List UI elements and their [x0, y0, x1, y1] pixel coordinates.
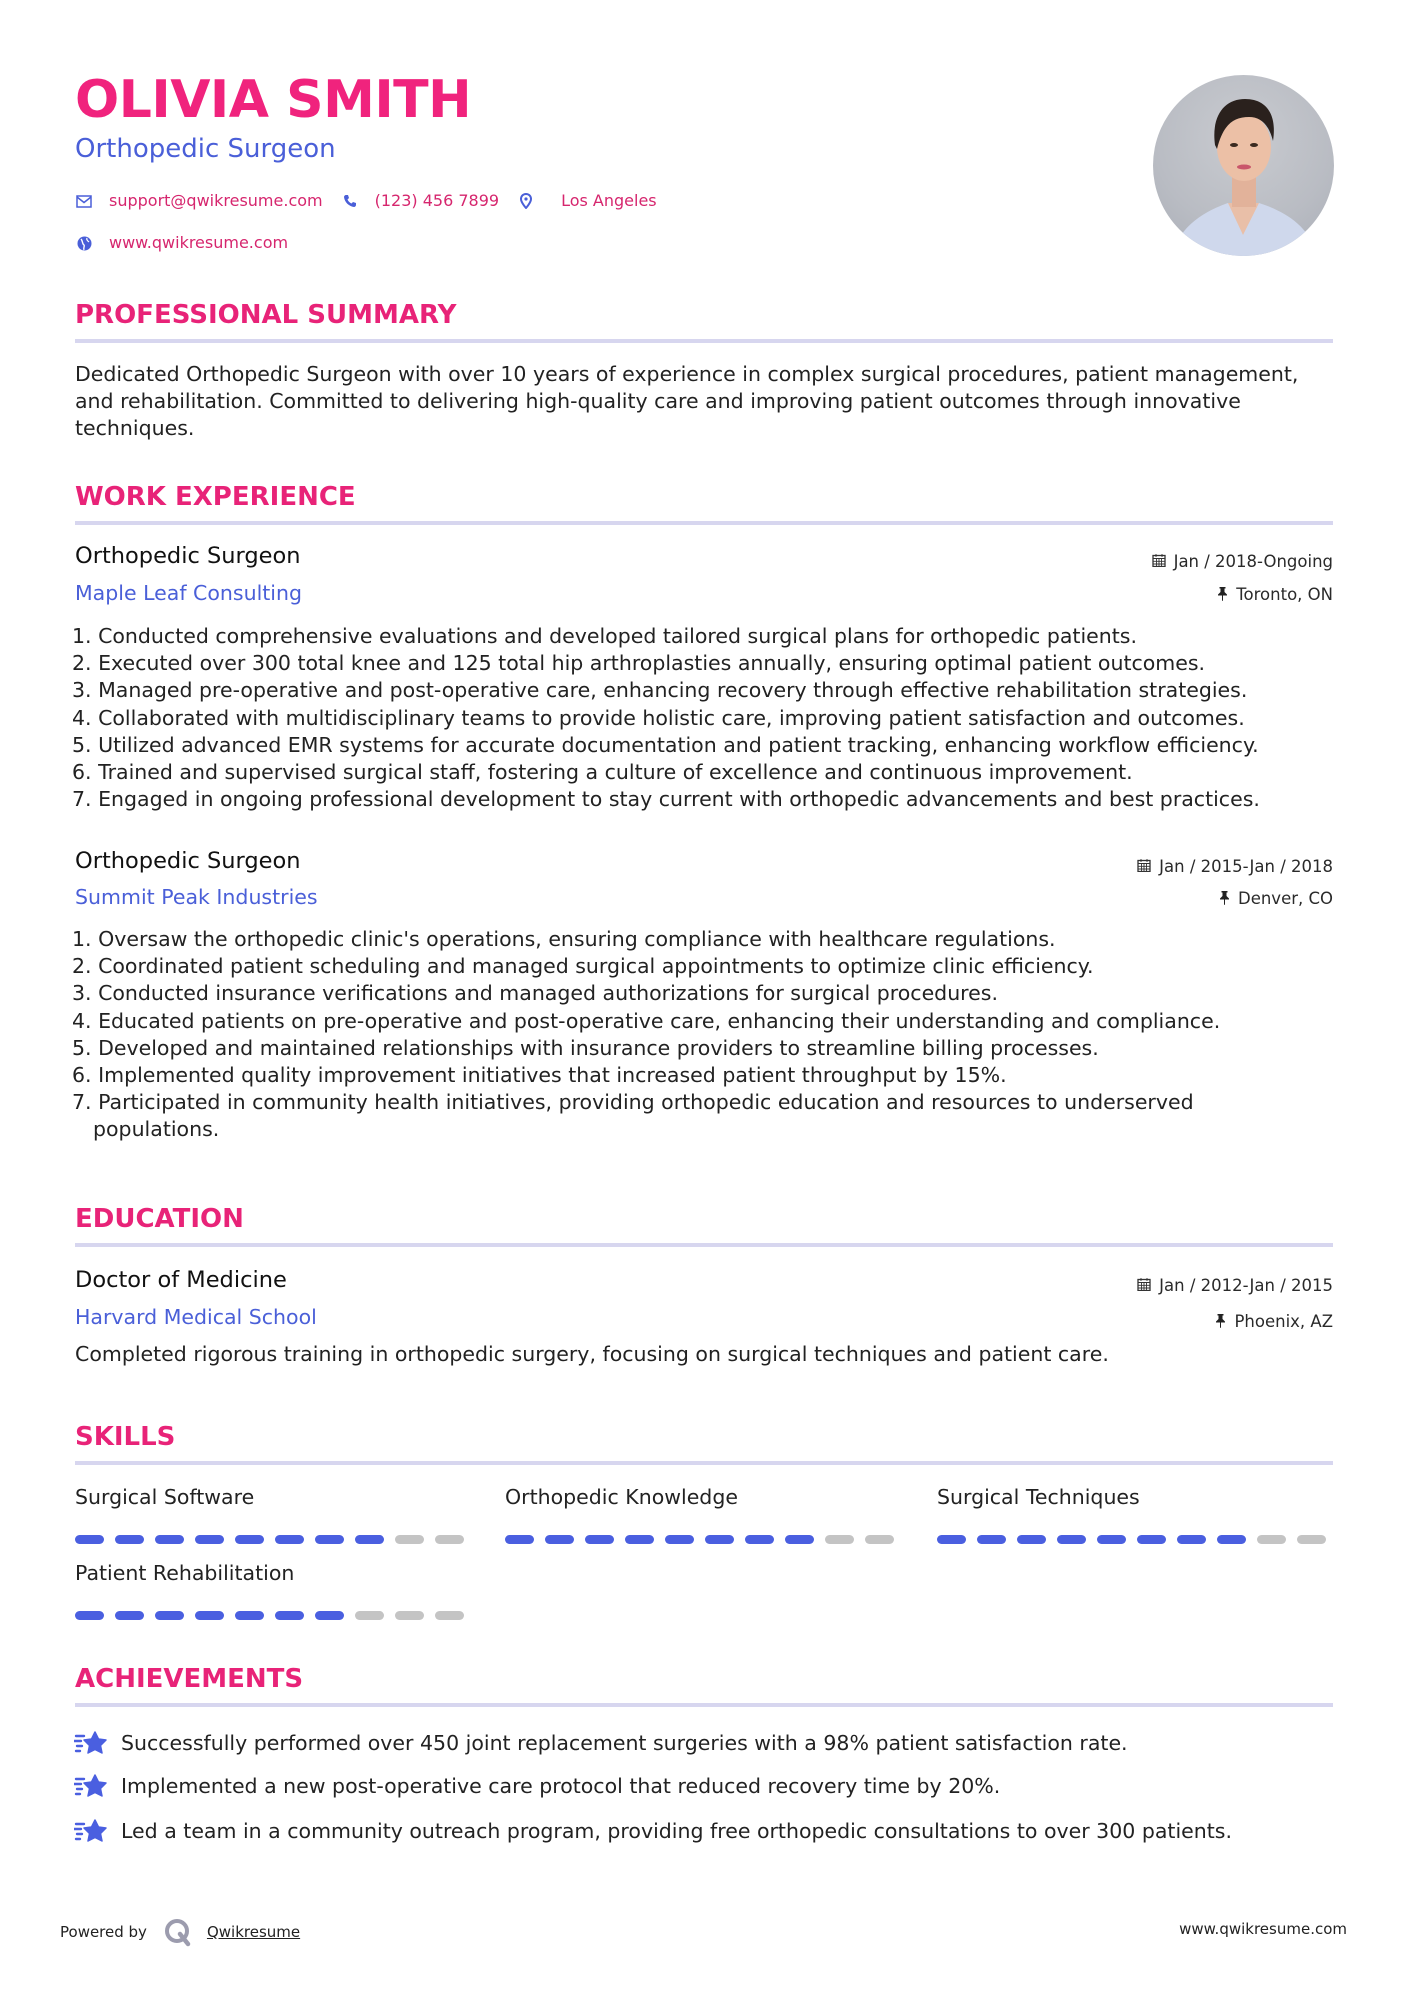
- candidate-title: Orthopedic Surgeon: [75, 134, 336, 164]
- achievement-text: Successfully performed over 450 joint replacement surgeries with a 98% patient satisfaction rate.: [121, 1730, 1128, 1755]
- achievement-text: Implemented a new post-operative care protocol that reduced recovery time by 20%.: [121, 1773, 1001, 1798]
- phone-text[interactable]: (123) 456 7899: [374, 191, 500, 210]
- summary-text: Dedicated Orthopedic Surgeon with over 10 years of experience in complex surgical procedures, patient management, and rehabilitation. Committed to delivering high-quality care and improving patient outcomes through innovative techniques.: [75, 362, 1299, 440]
- skill-name: Patient Rehabilitation: [75, 1561, 295, 1585]
- rating-segment-filled: [115, 1611, 144, 1620]
- job-dates-text: Jan / 2018-Ongoing: [1173, 551, 1333, 571]
- rating-segment-empty: [1297, 1535, 1326, 1544]
- duty-item: 7. Participated in community health initiatives, providing orthopedic education and resources to underserved populations.: [72, 1090, 1194, 1142]
- powered-by-label: Powered by: [60, 1923, 147, 1941]
- rating-segment-filled: [625, 1535, 654, 1544]
- duty-item: 1. Conducted comprehensive evaluations and developed tailored surgical plans for orthopedic patients.: [72, 624, 1137, 648]
- shooting-star-icon: [74, 1773, 108, 1799]
- rating-segment-filled: [745, 1535, 774, 1544]
- contact-row: [75, 192, 657, 210]
- duty-item: 3. Managed pre-operative and post-operative care, enhancing recovery through effective rehabilitation strategies.: [72, 678, 1248, 703]
- education-description: Completed rigorous training in orthopedic surgery, focusing on surgical techniques and patient care.: [75, 1342, 1109, 1366]
- email-link[interactable]: support@qwikresume.com: [109, 191, 323, 210]
- achievement-item: [74, 1818, 1232, 1844]
- rating-segment-filled: [545, 1535, 574, 1544]
- job-dates: [1152, 553, 1333, 571]
- rating-segment-filled: [155, 1535, 184, 1544]
- section-divider: [75, 339, 1333, 343]
- phone-icon: [341, 192, 359, 210]
- rating-segment-empty: [355, 1611, 384, 1620]
- summary-heading: PROFESSIONAL SUMMARY: [75, 300, 457, 330]
- rating-segment-filled: [275, 1535, 304, 1544]
- duty-item: 3. Conducted insurance verifications and managed authorizations for surgical procedures.: [72, 981, 998, 1006]
- achievement-text: Led a team in a community outreach program, providing free orthopedic consultations to over 300 patients.: [121, 1818, 1232, 1843]
- job-location: [1219, 890, 1333, 909]
- rating-segment-filled: [1177, 1535, 1206, 1544]
- rating-segment-filled: [235, 1535, 264, 1544]
- rating-segment-filled: [355, 1535, 384, 1544]
- education-heading: EDUCATION: [75, 1204, 244, 1234]
- candidate-name: OLIVIA SMITH: [75, 70, 472, 130]
- duty-item: 1. Oversaw the orthopedic clinic's operations, ensuring compliance with healthcare regulations.: [72, 927, 1056, 951]
- pushpin-icon: [1219, 890, 1230, 909]
- skill-name: Surgical Software: [75, 1485, 255, 1509]
- rating-segment-filled: [1097, 1535, 1126, 1544]
- job-location-text: Toronto, ON: [1236, 585, 1333, 604]
- duty-item: 6. Trained and supervised surgical staff, fostering a culture of excellence and continuous improvement.: [72, 760, 1133, 785]
- achievement-item: [74, 1773, 1000, 1799]
- website-row: [75, 234, 288, 252]
- duty-item: 5. Utilized advanced EMR systems for accurate documentation and patient tracking, enhancing workflow efficiency.: [72, 732, 1259, 757]
- skill-rating-bar: [505, 1535, 894, 1544]
- skills-heading: SKILLS: [75, 1422, 176, 1452]
- rating-segment-filled: [665, 1535, 694, 1544]
- rating-segment-filled: [1217, 1535, 1246, 1544]
- rating-segment-filled: [235, 1611, 264, 1620]
- footer-website[interactable]: www.qwikresume.com: [1179, 1920, 1347, 1938]
- section-divider: [75, 521, 1333, 525]
- school-name: Harvard Medical School: [75, 1305, 317, 1329]
- rating-segment-filled: [585, 1535, 614, 1544]
- rating-segment-filled: [1057, 1535, 1086, 1544]
- job-duties: [72, 926, 1252, 1144]
- skill-item: [505, 1487, 894, 1544]
- duty-item: 2. Executed over 300 total knee and 125 total hip arthroplasties annually, ensuring optimal patient outcomes.: [72, 651, 1206, 676]
- rating-segment-filled: [115, 1535, 144, 1544]
- job-location: [1217, 586, 1333, 605]
- rating-segment-filled: [75, 1611, 104, 1620]
- duty-item: 4. Collaborated with multidisciplinary teams to provide holistic care, improving patient satisfaction and outcomes.: [72, 705, 1245, 730]
- duty-item: 2. Coordinated patient scheduling and managed surgical appointments to optimize clinic efficiency.: [72, 954, 1094, 979]
- map-pin-icon: [517, 192, 535, 210]
- skill-name: Surgical Techniques: [937, 1485, 1140, 1509]
- education-location-text: Phoenix, AZ: [1234, 1312, 1333, 1331]
- section-divider: [75, 1461, 1333, 1465]
- rating-segment-empty: [435, 1535, 464, 1544]
- skill-rating-bar: [75, 1535, 464, 1544]
- rating-segment-filled: [1137, 1535, 1166, 1544]
- rating-segment-empty: [435, 1611, 464, 1620]
- job-dates: [1137, 858, 1333, 876]
- skill-rating-bar: [75, 1611, 464, 1620]
- profile-photo: [1153, 75, 1334, 256]
- rating-segment-empty: [395, 1535, 424, 1544]
- company-name: Summit Peak Industries: [75, 885, 318, 909]
- calendar-icon: [1137, 858, 1151, 876]
- shooting-star-icon: [74, 1818, 108, 1844]
- rating-segment-filled: [705, 1535, 734, 1544]
- rating-segment-filled: [937, 1535, 966, 1544]
- shooting-star-icon: [74, 1730, 108, 1756]
- rating-segment-filled: [315, 1611, 344, 1620]
- job-title: Orthopedic Surgeon: [75, 543, 301, 569]
- envelope-icon: [75, 192, 93, 210]
- rating-segment-filled: [785, 1535, 814, 1544]
- achievements-heading: ACHIEVEMENTS: [75, 1664, 304, 1694]
- education-location: [1215, 1313, 1333, 1332]
- skill-item: [937, 1487, 1326, 1544]
- job-location-text: Denver, CO: [1237, 889, 1333, 908]
- rating-segment-filled: [977, 1535, 1006, 1544]
- rating-segment-filled: [155, 1611, 184, 1620]
- portrait-image: [1153, 75, 1334, 256]
- rating-segment-filled: [315, 1535, 344, 1544]
- website-link[interactable]: www.qwikresume.com: [109, 233, 289, 252]
- skill-name: Orthopedic Knowledge: [505, 1485, 738, 1509]
- rating-segment-filled: [1017, 1535, 1046, 1544]
- qwikresume-logo-icon: [163, 1917, 193, 1947]
- rating-segment-empty: [1257, 1535, 1286, 1544]
- rating-segment-empty: [865, 1535, 894, 1544]
- location-text: Los Angeles: [561, 191, 657, 210]
- duty-item: 7. Engaged in ongoing professional development to stay current with orthopedic advancements and best practices.: [72, 787, 1260, 812]
- company-name: Maple Leaf Consulting: [75, 581, 303, 605]
- rating-segment-filled: [195, 1611, 224, 1620]
- rating-segment-empty: [395, 1611, 424, 1620]
- job-dates-text: Jan / 2015-Jan / 2018: [1159, 856, 1333, 876]
- section-divider: [75, 1703, 1333, 1707]
- rating-segment-filled: [75, 1535, 104, 1544]
- education-dates: [1137, 1277, 1333, 1295]
- degree-title: Doctor of Medicine: [75, 1267, 287, 1293]
- pushpin-icon: [1217, 586, 1228, 605]
- pushpin-icon: [1215, 1313, 1226, 1332]
- rating-segment-filled: [195, 1535, 224, 1544]
- section-divider: [75, 1243, 1333, 1247]
- education-dates-text: Jan / 2012-Jan / 2015: [1159, 1275, 1333, 1295]
- powered-by: [60, 1917, 300, 1947]
- duty-item: 5. Developed and maintained relationships with insurance providers to streamline billing processes.: [72, 1035, 1099, 1060]
- rating-segment-empty: [825, 1535, 854, 1544]
- job-title: Orthopedic Surgeon: [75, 848, 301, 874]
- skill-item: [75, 1487, 464, 1544]
- experience-heading: WORK EXPERIENCE: [75, 482, 356, 512]
- duty-item: 6. Implemented quality improvement initiatives that increased patient throughput by 15%.: [72, 1063, 1007, 1088]
- rating-segment-filled: [505, 1535, 534, 1544]
- duty-item: 4. Educated patients on pre-operative and post-operative care, enhancing their understanding and compliance.: [72, 1008, 1221, 1033]
- calendar-icon: [1137, 1277, 1151, 1295]
- achievement-item: [74, 1730, 1128, 1756]
- qwikresume-link[interactable]: Qwikresume: [206, 1923, 301, 1941]
- job-duties: [72, 623, 1334, 813]
- skill-item: [75, 1563, 464, 1620]
- calendar-icon: [1152, 553, 1166, 571]
- rating-segment-filled: [275, 1611, 304, 1620]
- skill-rating-bar: [937, 1535, 1326, 1544]
- globe-icon: [75, 234, 93, 252]
